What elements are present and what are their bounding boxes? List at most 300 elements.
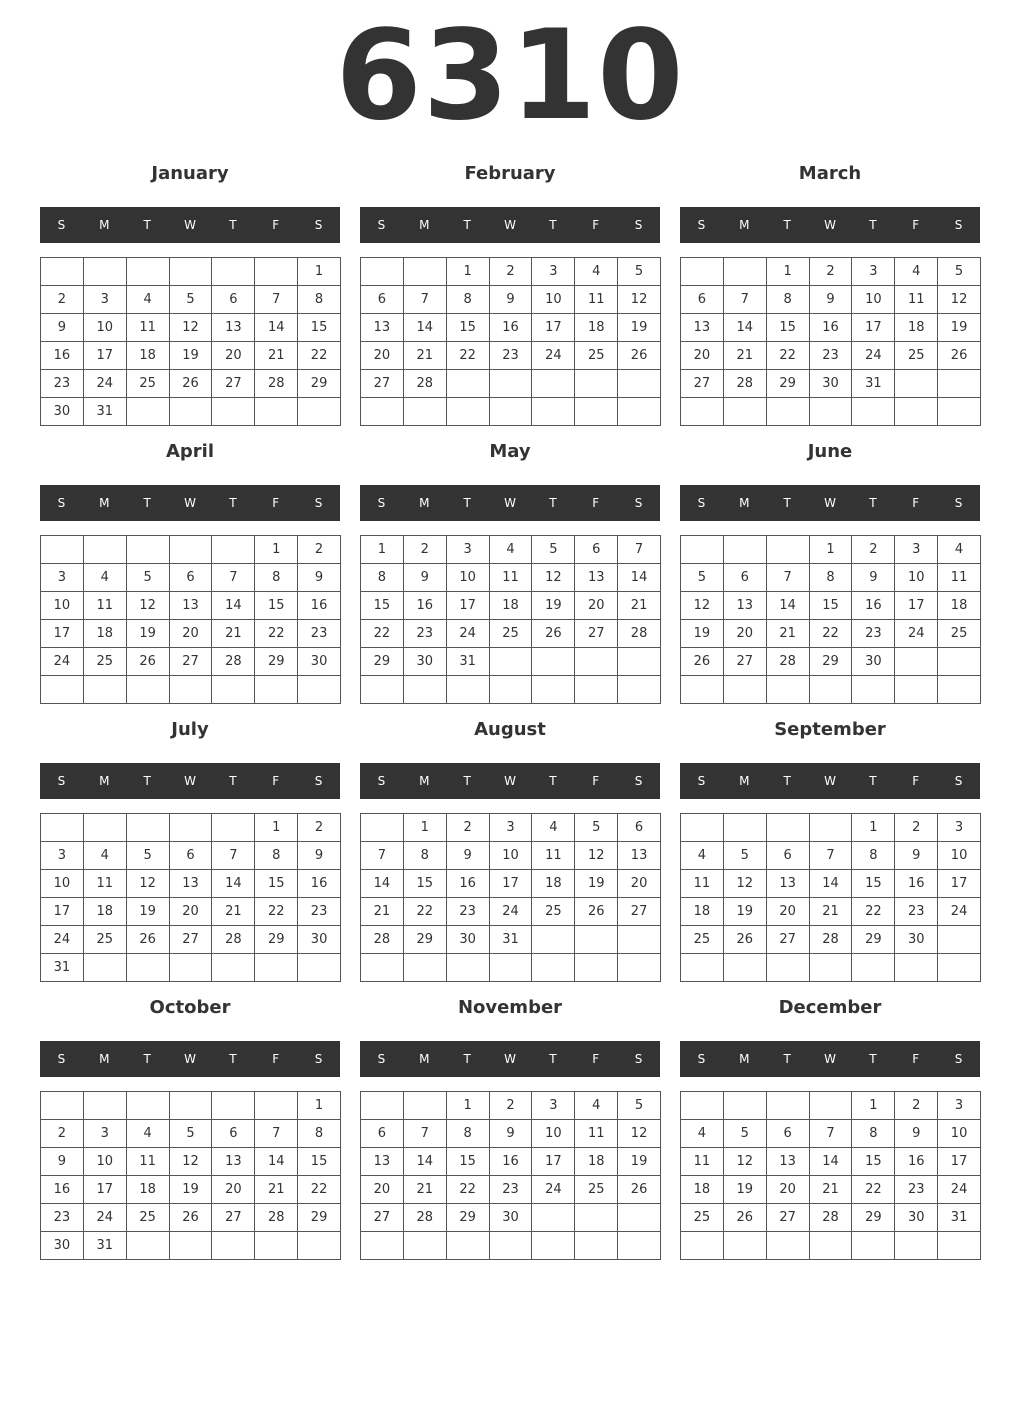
day-cell: 5 [724, 842, 767, 870]
day-cell: 19 [170, 1176, 213, 1204]
day-cell: 19 [681, 620, 724, 648]
day-cell: 19 [724, 1176, 767, 1204]
weekday-header [680, 485, 980, 521]
day-cell [767, 536, 810, 564]
day-cell [895, 676, 938, 704]
day-cell: 12 [170, 1148, 213, 1176]
day-cell: 14 [404, 1148, 447, 1176]
day-cell: 14 [255, 314, 298, 342]
day-cell: 24 [852, 342, 895, 370]
day-cell [170, 536, 213, 564]
day-cell: 27 [361, 1204, 404, 1232]
day-cell: 24 [895, 620, 938, 648]
month-november [360, 994, 660, 1262]
day-cell: 2 [490, 258, 533, 286]
month-august [360, 716, 660, 984]
day-cell: 19 [127, 620, 170, 648]
day-cell: 23 [447, 898, 490, 926]
month-name: September [774, 719, 886, 740]
weekday-label: W [824, 496, 836, 510]
day-cell [681, 954, 724, 982]
day-cell: 23 [298, 898, 341, 926]
day-cell: 23 [41, 370, 84, 398]
day-cell: 30 [447, 926, 490, 954]
day-cell [852, 954, 895, 982]
day-cell: 13 [575, 564, 618, 592]
month-name: December [778, 997, 882, 1018]
day-cell: 8 [852, 842, 895, 870]
day-cell: 21 [361, 898, 404, 926]
day-cell: 2 [41, 286, 84, 314]
day-cell [298, 398, 341, 426]
weekday-label: M [739, 774, 750, 788]
day-cell: 21 [255, 1176, 298, 1204]
day-cell: 26 [618, 1176, 661, 1204]
day-cell: 16 [298, 870, 341, 898]
day-cell [938, 648, 981, 676]
weekday-label: T [463, 774, 471, 788]
day-cell: 12 [575, 842, 618, 870]
day-cell [361, 398, 404, 426]
day-cell [810, 954, 853, 982]
day-cell: 17 [447, 592, 490, 620]
day-cell: 12 [724, 870, 767, 898]
day-cell: 21 [618, 592, 661, 620]
day-cell: 15 [767, 314, 810, 342]
month-october [40, 994, 340, 1262]
weekday-label: S [697, 774, 706, 788]
day-cell: 12 [532, 564, 575, 592]
day-cell [575, 398, 618, 426]
day-cell: 18 [681, 898, 724, 926]
day-cell: 3 [938, 814, 981, 842]
day-cell: 15 [361, 592, 404, 620]
day-cell: 31 [938, 1204, 981, 1232]
weekday-label: T [869, 496, 877, 510]
weekday-label: W [504, 774, 516, 788]
day-cell [41, 676, 84, 704]
month-july [40, 716, 340, 984]
day-cell [895, 954, 938, 982]
day-cell [490, 398, 533, 426]
day-cell: 20 [618, 870, 661, 898]
day-cell: 20 [212, 1176, 255, 1204]
weekday-label: T [869, 1052, 877, 1066]
day-cell [255, 676, 298, 704]
day-cell: 4 [895, 258, 938, 286]
day-cell: 6 [767, 1120, 810, 1148]
weekday-header [360, 1041, 660, 1077]
day-cell [170, 258, 213, 286]
day-cell: 15 [298, 314, 341, 342]
day-cell: 13 [170, 870, 213, 898]
month-march [680, 160, 980, 428]
weekday-header [680, 207, 980, 243]
day-cell [170, 676, 213, 704]
day-cell [447, 1232, 490, 1260]
weekday-label: T [783, 218, 791, 232]
day-cell: 7 [724, 286, 767, 314]
day-cell: 1 [255, 814, 298, 842]
day-cell: 12 [618, 286, 661, 314]
day-cell [681, 398, 724, 426]
day-cell: 25 [532, 898, 575, 926]
weekday-label: T [143, 496, 151, 510]
weekday-label: M [99, 774, 110, 788]
day-cell: 26 [532, 620, 575, 648]
month-name: October [149, 997, 231, 1018]
day-cell [490, 1232, 533, 1260]
day-cell: 8 [361, 564, 404, 592]
day-cell [618, 1204, 661, 1232]
day-cell [404, 1092, 447, 1120]
day-cell: 28 [810, 926, 853, 954]
day-cell: 21 [404, 1176, 447, 1204]
weekday-label: F [272, 496, 280, 510]
day-cell [810, 1232, 853, 1260]
day-cell [212, 258, 255, 286]
weekday-label: F [272, 774, 280, 788]
day-cell: 17 [532, 314, 575, 342]
month-may [360, 438, 660, 706]
day-cell: 15 [447, 314, 490, 342]
day-cell: 4 [127, 1120, 170, 1148]
day-cell: 4 [575, 258, 618, 286]
month-name: March [798, 163, 862, 184]
day-cell: 14 [618, 564, 661, 592]
day-cell: 21 [255, 342, 298, 370]
weekday-label: T [549, 218, 557, 232]
day-cell: 18 [532, 870, 575, 898]
day-cell: 23 [41, 1204, 84, 1232]
weekday-label: W [504, 218, 516, 232]
day-cell: 31 [852, 370, 895, 398]
weekday-label: M [739, 218, 750, 232]
day-cell: 27 [170, 926, 213, 954]
day-cell: 28 [810, 1204, 853, 1232]
day-cell [852, 398, 895, 426]
day-cell [681, 258, 724, 286]
month-name: February [464, 163, 556, 184]
day-cell: 3 [532, 1092, 575, 1120]
day-cell: 11 [895, 286, 938, 314]
day-cell [938, 1232, 981, 1260]
day-cell: 18 [681, 1176, 724, 1204]
day-cell: 6 [361, 1120, 404, 1148]
weekday-label: M [99, 1052, 110, 1066]
day-cell: 20 [575, 592, 618, 620]
day-cell [938, 370, 981, 398]
day-cell: 12 [681, 592, 724, 620]
weekday-header [40, 1041, 340, 1077]
day-cell: 9 [895, 1120, 938, 1148]
weekday-label: T [869, 218, 877, 232]
day-cell: 29 [810, 648, 853, 676]
day-cell: 17 [938, 870, 981, 898]
day-cell: 29 [255, 926, 298, 954]
day-grid [680, 1091, 981, 1260]
weekday-label: T [229, 496, 237, 510]
weekday-header [40, 763, 340, 799]
day-cell: 20 [767, 898, 810, 926]
day-cell: 3 [852, 258, 895, 286]
day-cell: 11 [938, 564, 981, 592]
day-cell: 7 [255, 1120, 298, 1148]
day-cell: 4 [127, 286, 170, 314]
day-cell: 17 [84, 1176, 127, 1204]
day-cell: 15 [447, 1148, 490, 1176]
day-cell: 13 [681, 314, 724, 342]
day-cell: 4 [575, 1092, 618, 1120]
day-cell: 24 [447, 620, 490, 648]
day-cell [361, 258, 404, 286]
day-cell [212, 954, 255, 982]
weekday-label: S [314, 496, 323, 510]
weekday-label: S [314, 218, 323, 232]
day-cell: 30 [810, 370, 853, 398]
day-cell: 31 [41, 954, 84, 982]
day-cell: 8 [404, 842, 447, 870]
day-cell [810, 676, 853, 704]
day-cell: 8 [298, 1120, 341, 1148]
day-cell: 16 [895, 1148, 938, 1176]
month-february [360, 160, 660, 428]
day-cell: 15 [255, 870, 298, 898]
day-cell [170, 814, 213, 842]
day-cell [84, 536, 127, 564]
day-cell: 25 [575, 342, 618, 370]
day-cell: 24 [532, 342, 575, 370]
day-cell: 7 [212, 842, 255, 870]
day-cell: 23 [895, 898, 938, 926]
day-cell: 26 [681, 648, 724, 676]
day-cell: 3 [895, 536, 938, 564]
day-cell [41, 814, 84, 842]
day-cell [618, 926, 661, 954]
day-cell [895, 398, 938, 426]
day-cell: 28 [618, 620, 661, 648]
day-cell: 19 [170, 342, 213, 370]
day-cell [127, 814, 170, 842]
day-cell: 26 [170, 1204, 213, 1232]
day-cell [361, 954, 404, 982]
day-cell: 30 [895, 926, 938, 954]
day-cell: 17 [490, 870, 533, 898]
day-cell: 30 [298, 648, 341, 676]
day-cell [447, 398, 490, 426]
day-cell: 1 [255, 536, 298, 564]
day-cell: 1 [361, 536, 404, 564]
day-cell [575, 1204, 618, 1232]
day-cell: 3 [41, 842, 84, 870]
weekday-label: T [463, 1052, 471, 1066]
day-cell: 7 [618, 536, 661, 564]
day-cell: 28 [404, 1204, 447, 1232]
day-cell: 8 [447, 1120, 490, 1148]
day-cell [361, 676, 404, 704]
day-cell: 25 [127, 1204, 170, 1232]
weekday-label: M [99, 496, 110, 510]
day-grid [680, 535, 981, 704]
weekday-label: F [912, 496, 920, 510]
day-grid [40, 813, 341, 982]
day-cell: 21 [767, 620, 810, 648]
day-cell [298, 676, 341, 704]
weekday-label: T [869, 774, 877, 788]
day-cell: 10 [532, 286, 575, 314]
day-cell [361, 1092, 404, 1120]
day-cell [255, 1232, 298, 1260]
day-cell: 8 [255, 842, 298, 870]
day-cell: 7 [810, 842, 853, 870]
day-cell: 6 [575, 536, 618, 564]
weekday-header [40, 207, 340, 243]
month-april [40, 438, 340, 706]
day-cell [447, 676, 490, 704]
day-cell: 30 [41, 1232, 84, 1260]
weekday-label: T [463, 496, 471, 510]
day-cell: 22 [404, 898, 447, 926]
day-cell: 27 [767, 926, 810, 954]
day-cell: 27 [767, 1204, 810, 1232]
day-cell: 31 [84, 398, 127, 426]
day-cell [810, 398, 853, 426]
day-cell: 15 [810, 592, 853, 620]
day-cell: 10 [938, 1120, 981, 1148]
day-cell: 22 [852, 1176, 895, 1204]
day-cell [127, 258, 170, 286]
day-cell: 18 [895, 314, 938, 342]
weekday-label: M [419, 1052, 430, 1066]
month-september [680, 716, 980, 984]
day-cell [212, 676, 255, 704]
day-cell: 12 [127, 592, 170, 620]
day-cell: 25 [575, 1176, 618, 1204]
day-cell: 16 [41, 342, 84, 370]
weekday-label: T [229, 218, 237, 232]
day-cell: 9 [447, 842, 490, 870]
day-cell: 7 [361, 842, 404, 870]
weekday-label: F [592, 496, 600, 510]
month-june [680, 438, 980, 706]
day-cell: 27 [618, 898, 661, 926]
day-cell: 30 [41, 398, 84, 426]
day-cell: 22 [255, 620, 298, 648]
weekday-label: M [419, 496, 430, 510]
month-name: November [457, 997, 563, 1018]
day-cell [575, 954, 618, 982]
day-cell: 28 [404, 370, 447, 398]
weekday-label: M [739, 496, 750, 510]
day-cell: 5 [170, 1120, 213, 1148]
day-cell: 20 [170, 898, 213, 926]
day-cell: 14 [810, 870, 853, 898]
day-cell [575, 648, 618, 676]
day-cell: 28 [724, 370, 767, 398]
weekday-label: F [592, 218, 600, 232]
weekday-label: W [824, 1052, 836, 1066]
day-cell: 20 [212, 342, 255, 370]
day-cell: 11 [575, 286, 618, 314]
day-cell: 1 [298, 258, 341, 286]
day-cell: 3 [84, 1120, 127, 1148]
day-cell: 24 [490, 898, 533, 926]
day-cell: 26 [938, 342, 981, 370]
day-cell: 25 [681, 926, 724, 954]
day-cell [767, 954, 810, 982]
day-cell: 4 [84, 842, 127, 870]
day-cell [810, 814, 853, 842]
day-cell: 18 [84, 898, 127, 926]
day-cell: 15 [404, 870, 447, 898]
day-cell [298, 954, 341, 982]
day-grid [360, 535, 661, 704]
day-cell: 25 [127, 370, 170, 398]
weekday-label: S [954, 218, 963, 232]
day-cell: 25 [490, 620, 533, 648]
day-cell [618, 370, 661, 398]
day-cell [212, 1092, 255, 1120]
day-cell [724, 536, 767, 564]
day-cell: 2 [447, 814, 490, 842]
day-cell [767, 676, 810, 704]
day-cell: 15 [298, 1148, 341, 1176]
day-cell: 18 [575, 314, 618, 342]
day-cell: 7 [255, 286, 298, 314]
day-cell [84, 258, 127, 286]
day-cell: 27 [681, 370, 724, 398]
day-cell: 10 [41, 870, 84, 898]
weekday-label: W [504, 1052, 516, 1066]
day-cell: 29 [298, 370, 341, 398]
day-cell: 26 [724, 1204, 767, 1232]
weekday-label: S [57, 496, 66, 510]
day-cell [532, 676, 575, 704]
day-cell: 20 [767, 1176, 810, 1204]
day-cell [724, 814, 767, 842]
day-grid [40, 1091, 341, 1260]
day-cell: 29 [255, 648, 298, 676]
day-cell [447, 954, 490, 982]
day-cell: 29 [852, 926, 895, 954]
day-cell [127, 536, 170, 564]
day-cell: 4 [681, 842, 724, 870]
day-cell: 17 [41, 620, 84, 648]
weekday-label: T [783, 774, 791, 788]
day-cell: 14 [361, 870, 404, 898]
day-cell: 14 [724, 314, 767, 342]
day-cell: 30 [490, 1204, 533, 1232]
day-cell: 29 [361, 648, 404, 676]
day-cell [767, 398, 810, 426]
day-cell [532, 1232, 575, 1260]
weekday-label: S [697, 218, 706, 232]
day-cell: 9 [404, 564, 447, 592]
day-cell: 3 [938, 1092, 981, 1120]
day-cell: 20 [361, 342, 404, 370]
day-cell: 24 [938, 1176, 981, 1204]
day-cell [618, 676, 661, 704]
day-cell: 5 [575, 814, 618, 842]
day-cell [127, 1232, 170, 1260]
day-cell: 29 [298, 1204, 341, 1232]
day-cell: 5 [618, 1092, 661, 1120]
weekday-label: T [143, 218, 151, 232]
day-cell: 2 [810, 258, 853, 286]
day-cell: 11 [681, 870, 724, 898]
day-cell: 11 [681, 1148, 724, 1176]
weekday-label: M [419, 774, 430, 788]
